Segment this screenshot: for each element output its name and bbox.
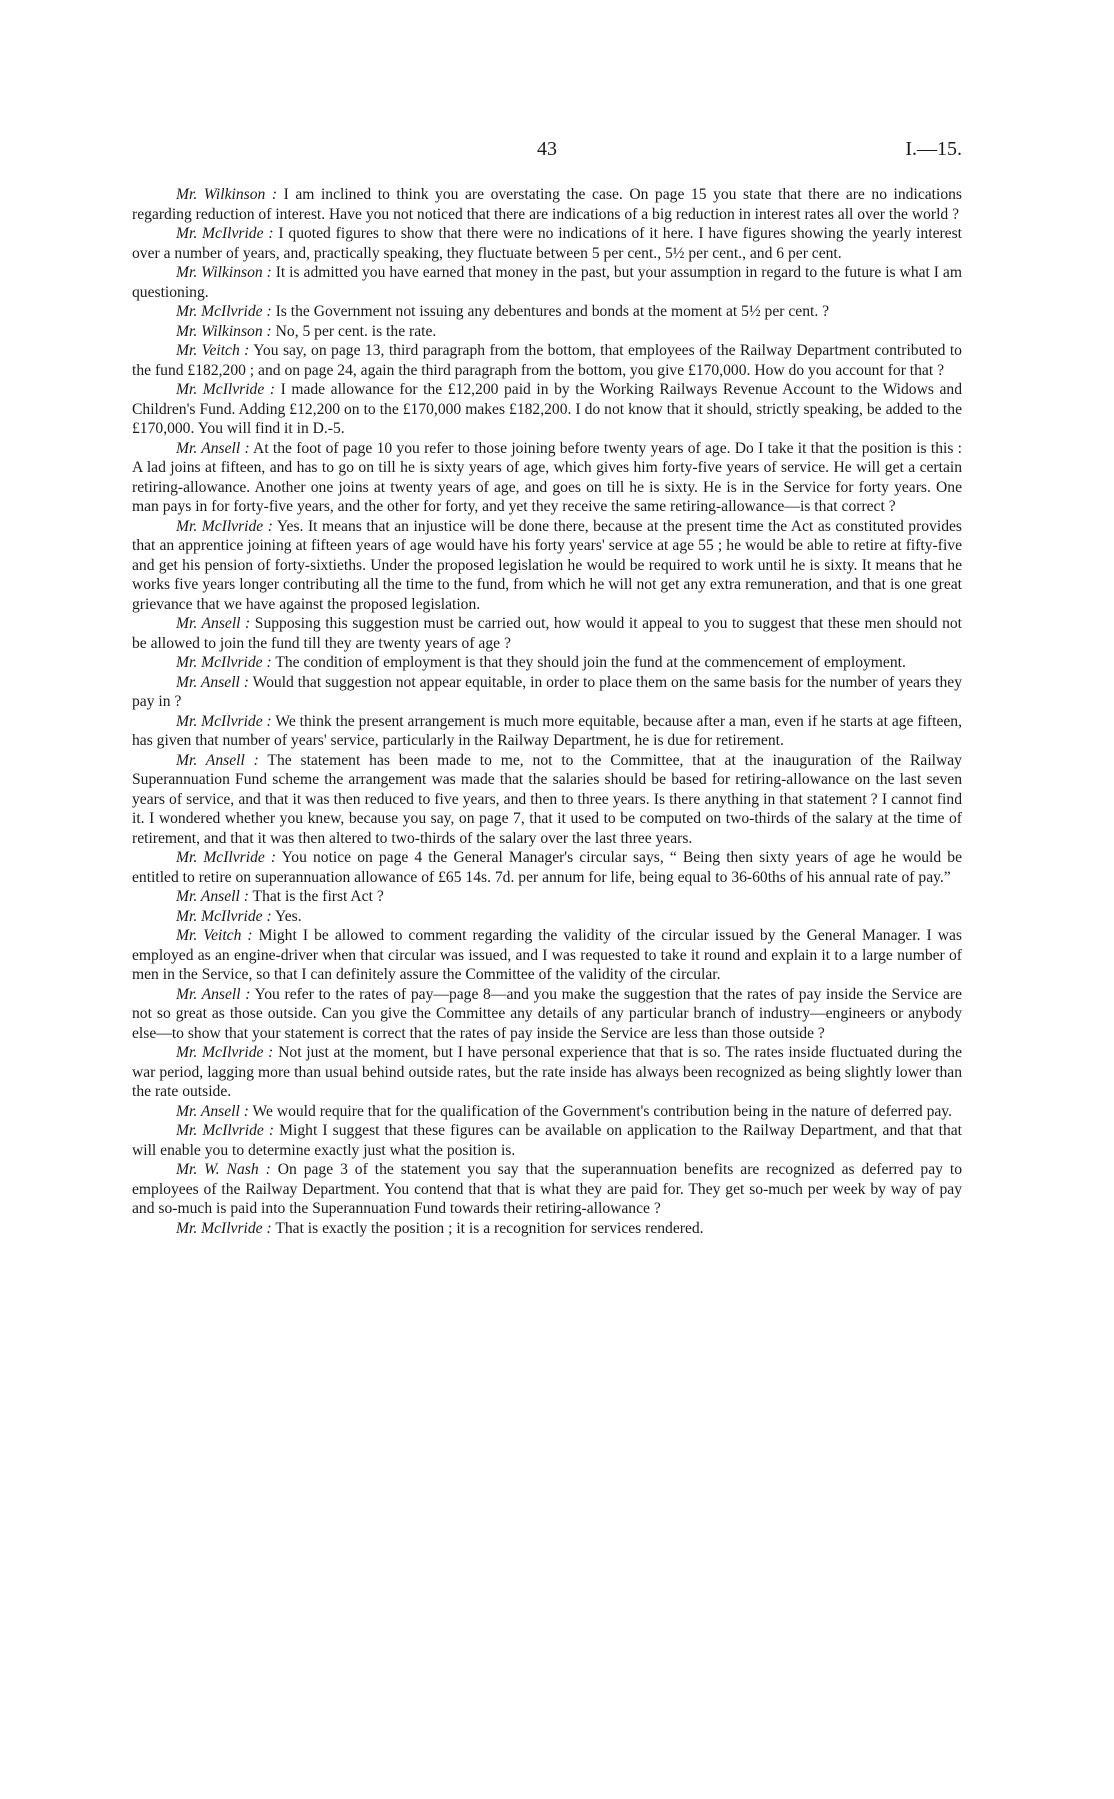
speaker-name: Mr. Ansell : (176, 888, 249, 905)
transcript-paragraph (132, 614, 962, 653)
speaker-name: Mr. Ansell : (176, 673, 249, 691)
speaker-name: Mr. Veitch : (176, 342, 250, 359)
document-reference: I.—15. (905, 138, 962, 160)
transcript-paragraph (132, 517, 962, 615)
speaker-name: Mr. McIlvride : (176, 1122, 275, 1139)
transcript-paragraph (132, 380, 962, 439)
transcript-paragraph (132, 185, 962, 224)
transcript-paragraph (132, 985, 962, 1044)
paragraph-text: On page 3 of the statement you say that the superannuation benefits are recognized as deferred pay to employees of the Railway Department. You contend that that is what they are paid for. They get so-much per week by way of pay and so-much is paid into the Superannuation Fund towards their retiring-allowance ? (132, 1161, 962, 1217)
speaker-name: Mr. Ansell : (176, 615, 251, 632)
speaker-name: Mr. McIlvride : (176, 849, 277, 866)
speaker-name: Mr. McIlvride : (176, 517, 273, 535)
speaker-name: Mr. W. Nash : (176, 1161, 271, 1178)
speaker-name: Mr. McIlvride : (176, 303, 272, 320)
speaker-name: Mr. Ansell : (176, 439, 250, 457)
page-header (132, 138, 962, 166)
transcript-paragraph (132, 887, 962, 907)
transcript-paragraph (132, 712, 962, 751)
paragraph-text: That is exactly the position ; it is a recognition for services rendered. (271, 1219, 704, 1237)
paragraph-text: Would that suggestion not appear equitable, in order to place them on the same basis for the number of years they pay in ? (132, 673, 962, 710)
transcript-paragraph (132, 341, 962, 380)
page-number: 43 (537, 138, 557, 160)
transcript-paragraph (132, 848, 962, 887)
paragraph-text: I made allowance for the £12,200 paid in by the Working Railways Revenue Account to the Widows and Children's Fund. Adding £12,200 on to the £170,000 makes £182,200. I do not know that it should, strictly speaking, be added to the £170,000. You will find it in D.-5. (132, 381, 962, 437)
speaker-name: Mr. Ansell : (176, 1102, 249, 1120)
speaker-name: Mr. McIlvride : (176, 1044, 274, 1061)
transcript-paragraph (132, 1121, 962, 1160)
paragraph-text: You refer to the rates of pay—page 8—and you make the suggestion that the rates of pay inside the Service are not so great as those outside. Can you give the Committee any details of any particular branch of industry—engineers or anybody else—to show that your statement is correct that the rates of pay inside the Service are less than those outside ? (132, 985, 962, 1042)
speaker-name: Mr. McIlvride : (176, 1219, 272, 1237)
transcript-paragraph (132, 1102, 962, 1122)
speaker-name: Mr. Ansell : (176, 751, 259, 769)
speaker-name: Mr. McIlvride : (176, 654, 272, 671)
paragraph-text: You notice on page 4 the General Manager's circular says, “ Being then sixty years of age he would be entitled to retire on superannuation allowance of £65 14s. 7d. per annum for life, being equal to 36-60ths of his annual rate of pay.” (132, 849, 962, 886)
paragraph-text: That is the first Act ? (248, 888, 384, 905)
speaker-name: Mr. Veitch : (176, 927, 253, 944)
speaker-name: Mr. Wilkinson : (176, 264, 272, 281)
speaker-name: Mr. Ansell : (176, 985, 251, 1003)
transcript-paragraph (132, 673, 962, 712)
speaker-name: Mr. McIlvride : (176, 907, 272, 925)
speaker-name: Mr. Wilkinson : (176, 186, 278, 203)
transcript-paragraph (132, 302, 962, 322)
paragraph-text: We would require that for the qualification of the Government's contribution being in the nature of deferred pay. (248, 1102, 952, 1120)
transcript-paragraph (132, 322, 962, 342)
paragraph-text: The statement has been made to me, not to the Committee, that at the inauguration of the Railway Superannuation Fund scheme the arrangement was made that the salaries should be based for retiring-allowance on the last seven years of service, and that it was then reduced to five years, and then to three years. Is there anything in that statement ? I cannot find it. I wondered whether you knew, because you say, on page 7, that it used to be computed on two-thirds of the salary at the time of retirement, and that it was then altered to two-thirds of the salary over the last three years. (132, 751, 962, 847)
speaker-name: Mr. McIlvride : (176, 225, 274, 242)
paragraph-text: Might I suggest that these figures can be available on application to the Railway Department, and that that will enable you to determine exactly just what the position is. (132, 1122, 963, 1159)
paragraph-text: We think the present arrangement is much more equitable, because after a man, even if he starts at age fifteen, has given that number of years' service, particularly in the Railway Department, he is due for retirement. (132, 712, 962, 749)
transcript-paragraph (132, 1043, 962, 1102)
paragraph-text: Yes. (271, 907, 302, 925)
transcript-paragraph (132, 653, 962, 673)
paragraph-text: Not just at the moment, but I have personal experience that that is so. The rates inside fluctuated during the war period, lagging more than usual behind outside rates, but the rate inside has always been recognized as being slightly lower than the rate outside. (132, 1044, 962, 1100)
transcript-paragraph (132, 1219, 962, 1239)
transcript-body (132, 185, 962, 1238)
paragraph-text: The condition of employment is that they should join the fund at the commencement of employment. (271, 654, 906, 671)
paragraph-text: Might I be allowed to comment regarding the validity of the circular issued by the General Manager. I was employed as an engine-driver when that circular was issued, and I was requested to take it round and explain it to a large number of men in the Service, so that I can definitely assure the Committee of the validity of the circular. (132, 927, 962, 983)
paragraph-text: Supposing this suggestion must be carried out, how would it appeal to you to suggest that these men should not be allowed to join the fund till they are twenty years of age ? (132, 615, 962, 652)
paragraph-text: At the foot of page 10 you refer to those joining before twenty years of age. Do I take it that the position is this : A lad joins at fifteen, and has to go on till he is sixty years of age, which gives him forty-five years of service. He will get a certain retiring-allowance. Another one joins at twenty years of age, and goes on till he is sixty. He is in the Service for forty years. One man pays in for forty-five years, and the other for forty, and yet they receive the same retiring-allowance—is that correct ? (132, 439, 962, 515)
paragraph-text: Yes. It means that an injustice will be done there, because at the present time the Act as constituted provides that an apprentice joining at fifteen years of age would have his forty years' service at age 55 ; he would be able to retire at fifty-five and get his pension of forty-sixtieths. Under the proposed legislation he would be required to work until he is sixty. It means that he works five years longer contributing all the time to the fund, from which he will not get any extra remuneration, and that is one great grievance that we have against the proposed legislation. (132, 517, 962, 613)
transcript-paragraph (132, 439, 962, 517)
speaker-name: Mr. McIlvride : (176, 381, 276, 398)
transcript-paragraph (132, 926, 962, 985)
paragraph-text: It is admitted you have earned that money in the past, but your assumption in regard to the future is what I am questioning. (132, 264, 962, 301)
transcript-paragraph (132, 263, 962, 302)
speaker-name: Mr. McIlvride : (176, 712, 272, 730)
speaker-name: Mr. Wilkinson : (176, 322, 272, 340)
paragraph-text: I am inclined to think you are overstating the case. On page 15 you state that there are no indications regarding reduction of interest. Have you not noticed that there are indications of a big reduction in interest rates all over the world ? (132, 186, 962, 223)
paragraph-text: No, 5 per cent. is the rate. (271, 322, 437, 340)
transcript-paragraph (132, 751, 962, 849)
paragraph-text: You say, on page 13, third paragraph from the bottom, that employees of the Railway Department contributed to the fund £182,200 ; and on page 24, again the third paragraph from the bottom, you give £170,000. How do you account for that ? (132, 342, 962, 379)
transcript-paragraph (132, 224, 962, 263)
paragraph-text: Is the Government not issuing any debentures and bonds at the moment at 5½ per cent. ? (271, 303, 830, 320)
transcript-paragraph (132, 1160, 962, 1219)
transcript-paragraph (132, 907, 962, 927)
paragraph-text: I quoted figures to show that there were no indications of it here. I have figures showing the yearly interest over a number of years, and, practically speaking, they fluctuate between 5 per cent., 5½ per cent., and 6 per cent. (132, 225, 962, 262)
